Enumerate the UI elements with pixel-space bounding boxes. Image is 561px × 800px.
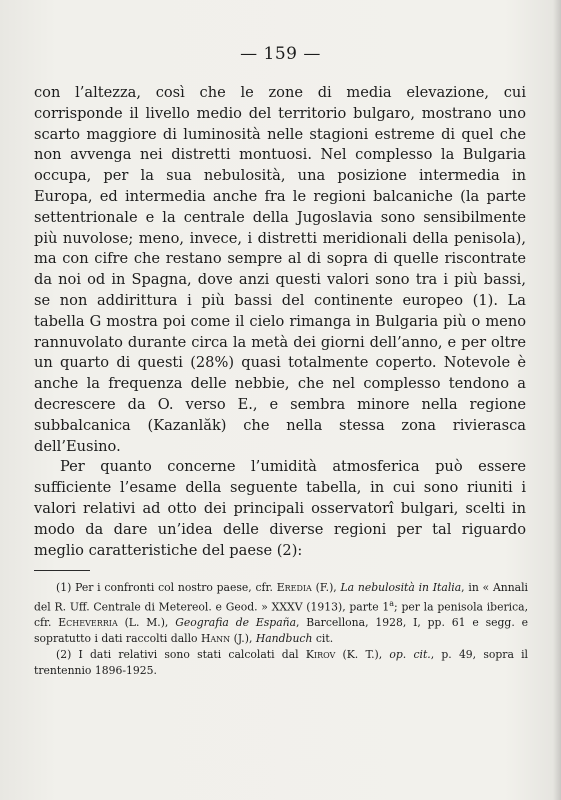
main-text: [34, 83, 526, 561]
paragraph-1: con l’altezza, così che le zone di media elevazione, cui corrisponde il livello medio del territorio bulgaro, mostrano uno scarto maggiore di luminosità nelle stagioni estreme di quel che non avvenga nei distretti montuosi. Nel complesso la Bulgaria occupa, per la sua nebulosità, una posizione intermedia in Europa, ed intermedia anche fra le regioni balcaniche (la parte settentrionale e la centrale della Jugoslavia sono sensibilmente più nuvolose; meno, invece, i distretti meridionali della penisola), ma con cifre che restano sempre al di sopra di quelle riscontrate da noi od in Spagna, dove anzi questi valori sono tra i più bassi, se non addirittura i più bassi del continente europeo (1). La tabella G mostra poi come il cielo rimanga in Bulgaria più o meno rannuvolato durante circa la metà dei giorni dell’anno, e per oltre un quarto di questi (28%) quasi totalmente coperto. Notevole è anche la frequenza delle nebbie, che nel complesso tendono a decrescere da O. verso E., e sembra minore nella regione subbalcanica (Kazanlăk) che nella stessa zona rivierasca dell’Eusino.: [34, 84, 526, 455]
footnote-title: La nebulosità in Italia: [340, 581, 462, 594]
footnote-title: Geografia de España: [175, 616, 297, 630]
footnote-2: (2) I dati relativi sono stati calcolati dal Kirov (K. T.), op. cit., p. 49, sopra il trentennio 1896-1925.: [34, 647, 529, 677]
footnote-title: op. cit.: [389, 647, 431, 661]
footnote-rule: [34, 570, 90, 571]
page-edge-shadow: [553, 0, 561, 800]
footnote-author: Echeverria: [58, 616, 118, 630]
footnote-title: Handbuch: [255, 631, 313, 645]
footnotes: [34, 580, 528, 678]
footnote-author: Kirov: [305, 647, 336, 661]
page-number: — 159 —: [240, 44, 321, 64]
footnote-1: (1) Per i confronti col nostro paese, cfr. Eredia (F.), La nebulosità in Italia, in « Annali del R. Uff. Centrale di Metereol. e Geod. » XXXV (1913), parte 1$^a$; per la penisola iberica, cfr. Echeverria (L. M.), Geografia de España, Barcellona, 1928, I, pp. 61 e segg. e sopratutto i dati raccolti dallo Hann (J.), Handbuch cit.: [34, 581, 528, 645]
paragraph-2: Per quanto concerne l’umidità atmosferica può essere sufficiente l’esame della seguente tabella, in cui sono riuniti i valori relativi ad otto dei principali osservatorî bulgari, scelti in modo da dare un’idea delle diverse regioni per tal riguardo meglio caratteristiche del paese (2):: [34, 458, 526, 559]
footnote-author: Hann: [200, 631, 231, 645]
footnote-author: Eredia: [276, 581, 312, 594]
